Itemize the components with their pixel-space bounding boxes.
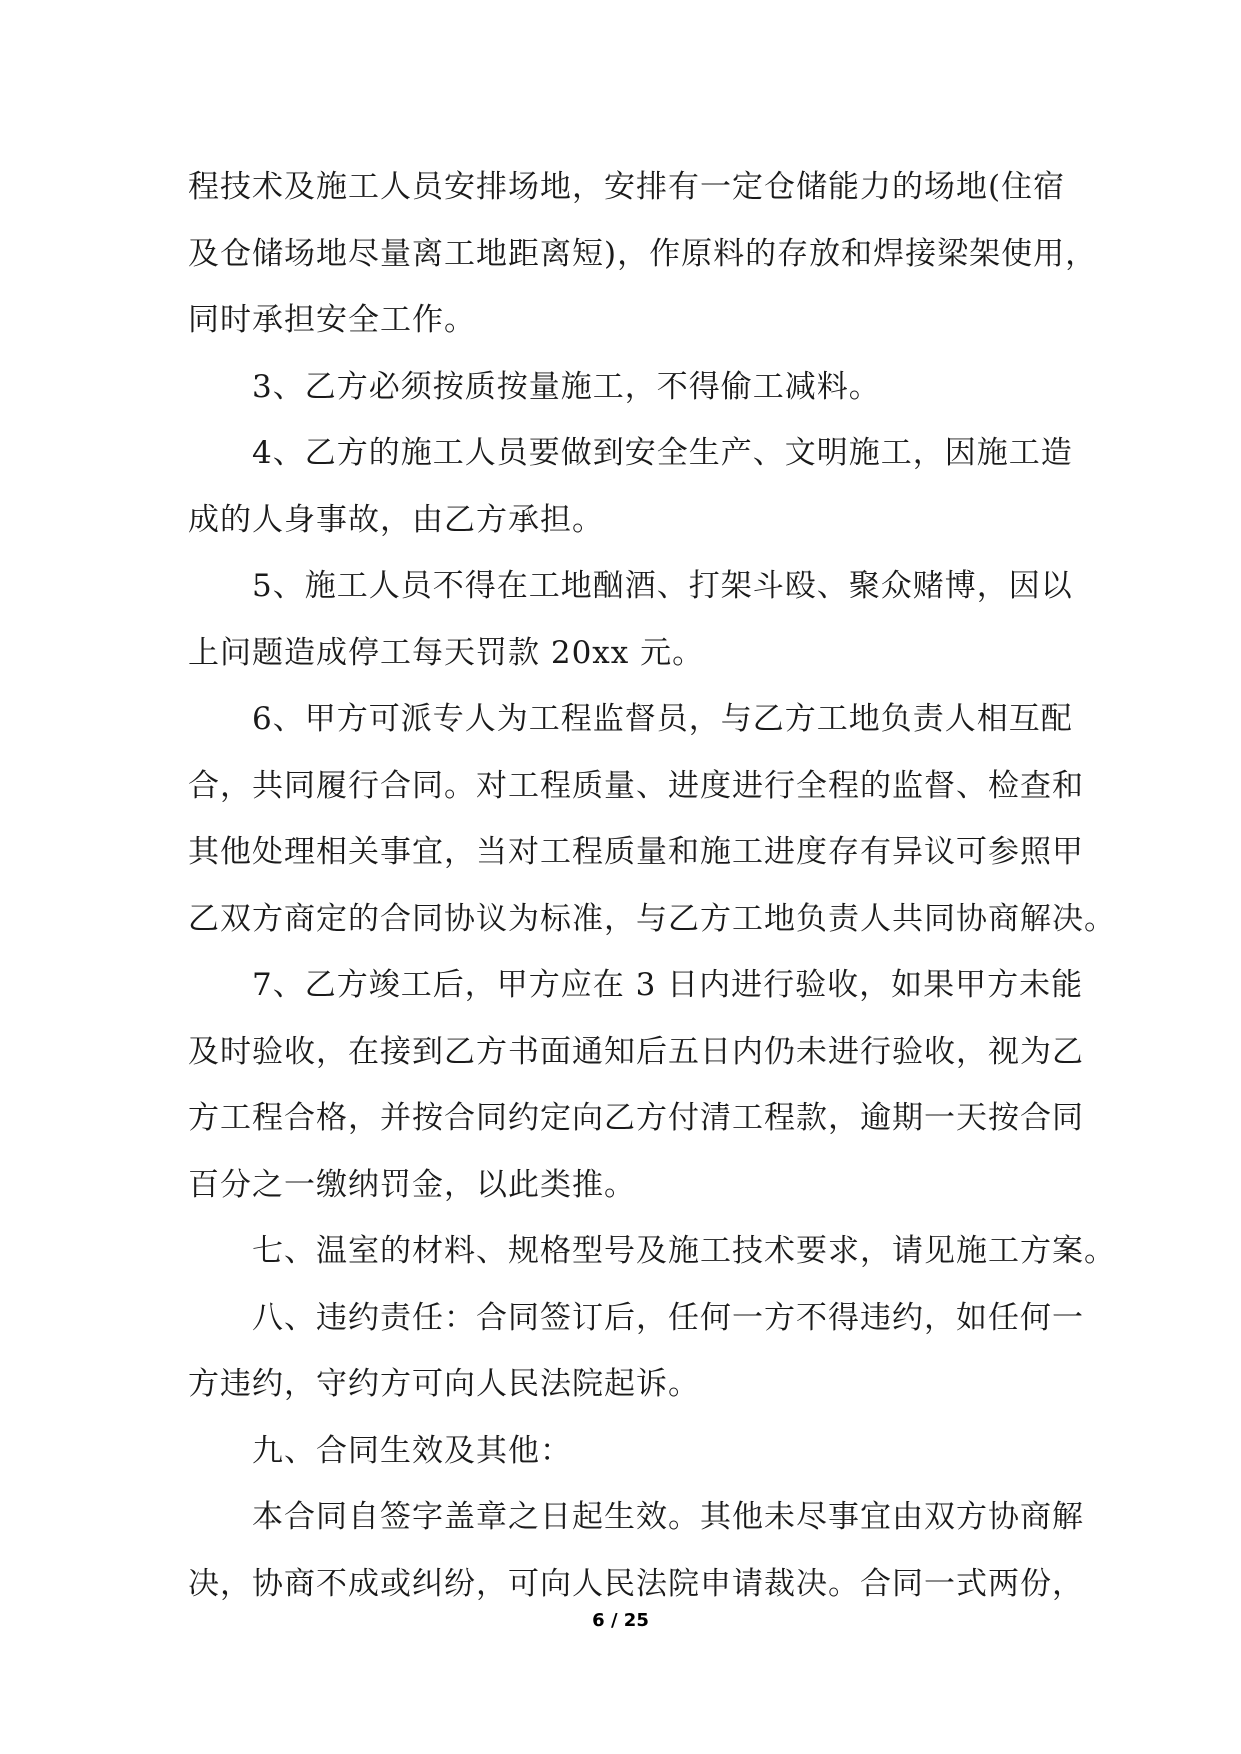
text-line: 同时承担安全工作。 [188,302,476,338]
text-line: 决，协商不成或纠纷，可向人民法院申请裁决。合同一式两份， [188,1565,1084,1602]
page-number: 6 / 25 [592,1610,649,1631]
text-line: 九、合同生效及其他： [252,1432,572,1469]
text-line: 方违约，守约方可向人民法院起诉。 [188,1366,700,1402]
text-line: 七、温室的材料、规格型号及施工技术要求，请见施工方案。 [252,1233,1116,1269]
text-line: 其他处理相关事宜，当对工程质量和施工进度存有异议可参照甲 [188,834,1084,870]
text-line: 及仓储场地尽量离工地距离短)，作原料的存放和焊接梁架使用， [188,235,1098,272]
text-line: 本合同自签字盖章之日起生效。其他未尽事宜由双方协商解 [252,1499,1084,1535]
text-line: 5、施工人员不得在工地酗酒、打架斗殴、聚众赌博，因以 [252,568,1073,604]
text-line: 八、违约责任：合同签订后，任何一方不得违约，如任何一 [252,1299,1084,1336]
text-line: 上问题造成停工每天罚款 20xx 元。 [188,634,705,671]
text-line: 3、乙方必须按质按量施工，不得偷工减料。 [252,368,881,405]
text-line: 程技术及施工人员安排场地，安排有一定仓储能力的场地(住宿 [188,169,1066,205]
text-line: 百分之一缴纳罚金，以此类推。 [188,1166,636,1203]
text-line: 乙双方商定的合同协议为标准，与乙方工地负责人共同协商解决。 [188,900,1116,937]
text-line: 成的人身事故，由乙方承担。 [188,501,604,538]
text-line: 7、乙方竣工后，甲方应在 3 日内进行验收，如果甲方未能 [252,967,1084,1003]
text-line: 合，共同履行合同。对工程质量、进度进行全程的监督、检查和 [188,767,1084,804]
text-line: 及时验收，在接到乙方书面通知后五日内仍未进行验收，视为乙 [188,1033,1084,1070]
text-line: 4、乙方的施工人员要做到安全生产、文明施工，因施工造 [252,435,1073,471]
text-line: 6、甲方可派专人为工程监督员，与乙方工地负责人相互配 [252,701,1073,737]
text-line: 方工程合格，并按合同约定向乙方付清工程款，逾期一天按合同 [188,1100,1084,1136]
document-body [188,154,1116,1617]
